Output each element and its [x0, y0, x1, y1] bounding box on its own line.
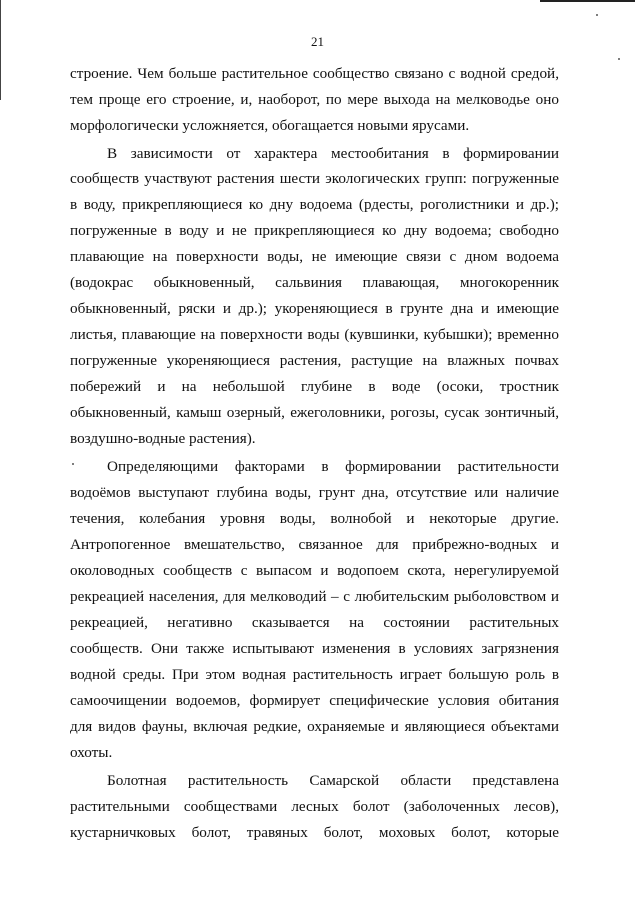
text-line: Болотная растительность Самарской области представлена [107, 772, 559, 789]
scan-speck [618, 58, 620, 60]
text-line: самоочищении водоемов, формирует специфические условия обитания [70, 692, 559, 709]
text-line: плавающие на поверхности воды, не имеющие связи с дном водоема [70, 248, 559, 265]
text-line: околоводных сообществ с выпасом и водопоем скота, нерегулируемой [70, 562, 559, 579]
text-line: охоты. [70, 744, 113, 761]
text-line: растительными сообществами лесных болот (заболоченных лесов), [70, 798, 559, 815]
text-line: обыкновенный, ряски и др.); укореняющиеся в грунте дна и имеющие [70, 300, 559, 317]
text-line: сообществ. Они также испытывают изменения в условиях загрязнения [70, 640, 559, 657]
text-line: для видов фауны, включая редкие, охраняемые и являющиеся объектами [70, 718, 559, 735]
text-line: тем проще его строение, и, наоборот, по мере выхода на мелководье оно [70, 91, 559, 108]
text-line: воздушно-водные растения). [70, 430, 256, 447]
text-line: морфологически усложняется, обогащается новыми ярусами. [70, 117, 470, 134]
scan-speck [596, 14, 598, 16]
text-line: обыкновенный, камыш озерный, ежеголовники, рогозы, сусак зонтичный, [70, 404, 559, 421]
text-line: листья, плавающие на поверхности воды (кувшинки, кубышки); временно [70, 326, 559, 343]
scan-speck [72, 463, 74, 465]
text-line: (водокрас обыкновенный, сальвиния плавающая, многокоренник [70, 274, 559, 291]
text-line: течения, колебания уровня воды, волнобой и некоторые другие. [70, 510, 559, 527]
text-line: строение. Чем больше растительное сообщество связано с водной средой, [70, 65, 559, 82]
text-line: Антропогенное вмешательство, связанное для прибрежно-водных и [70, 536, 559, 553]
text-line: в воду, прикрепляющиеся ко дну водоема (рдесты, роголистники и др.); [70, 196, 559, 213]
text-line: водоёмов выступают глубина воды, грунт дна, отсутствие или наличие [70, 484, 559, 501]
text-line: кустарничковых болот, травяных болот, моховых болот, которые [70, 824, 559, 841]
text-line: побережий и на небольшой глубине в воде (осоки, тростник [70, 378, 559, 395]
text-line: сообществ участвуют растения шести экологических групп: погруженные [70, 170, 559, 187]
left-edge-mark [0, 0, 1, 100]
page-number: 21 [311, 34, 324, 49]
text-line: Определяющими факторами в формировании растительности [107, 458, 559, 475]
text-line: рекреацией, негативно сказывается на состоянии растительных [70, 614, 559, 631]
text-line: рекреацией населения, для мелководий – с любительским рыболовством и [70, 588, 559, 605]
top-edge-rule [540, 0, 635, 2]
text-line: водной среды. При этом водная растительность играет большую роль в [70, 666, 559, 683]
text-line: погруженные в воду и не прикрепляющиеся ко дну водоема; свободно [70, 222, 559, 239]
text-line: погруженные укореняющиеся растения, растущие на влажных почвах [70, 352, 559, 369]
text-line: В зависимости от характера местообитания в формировании [107, 145, 559, 162]
